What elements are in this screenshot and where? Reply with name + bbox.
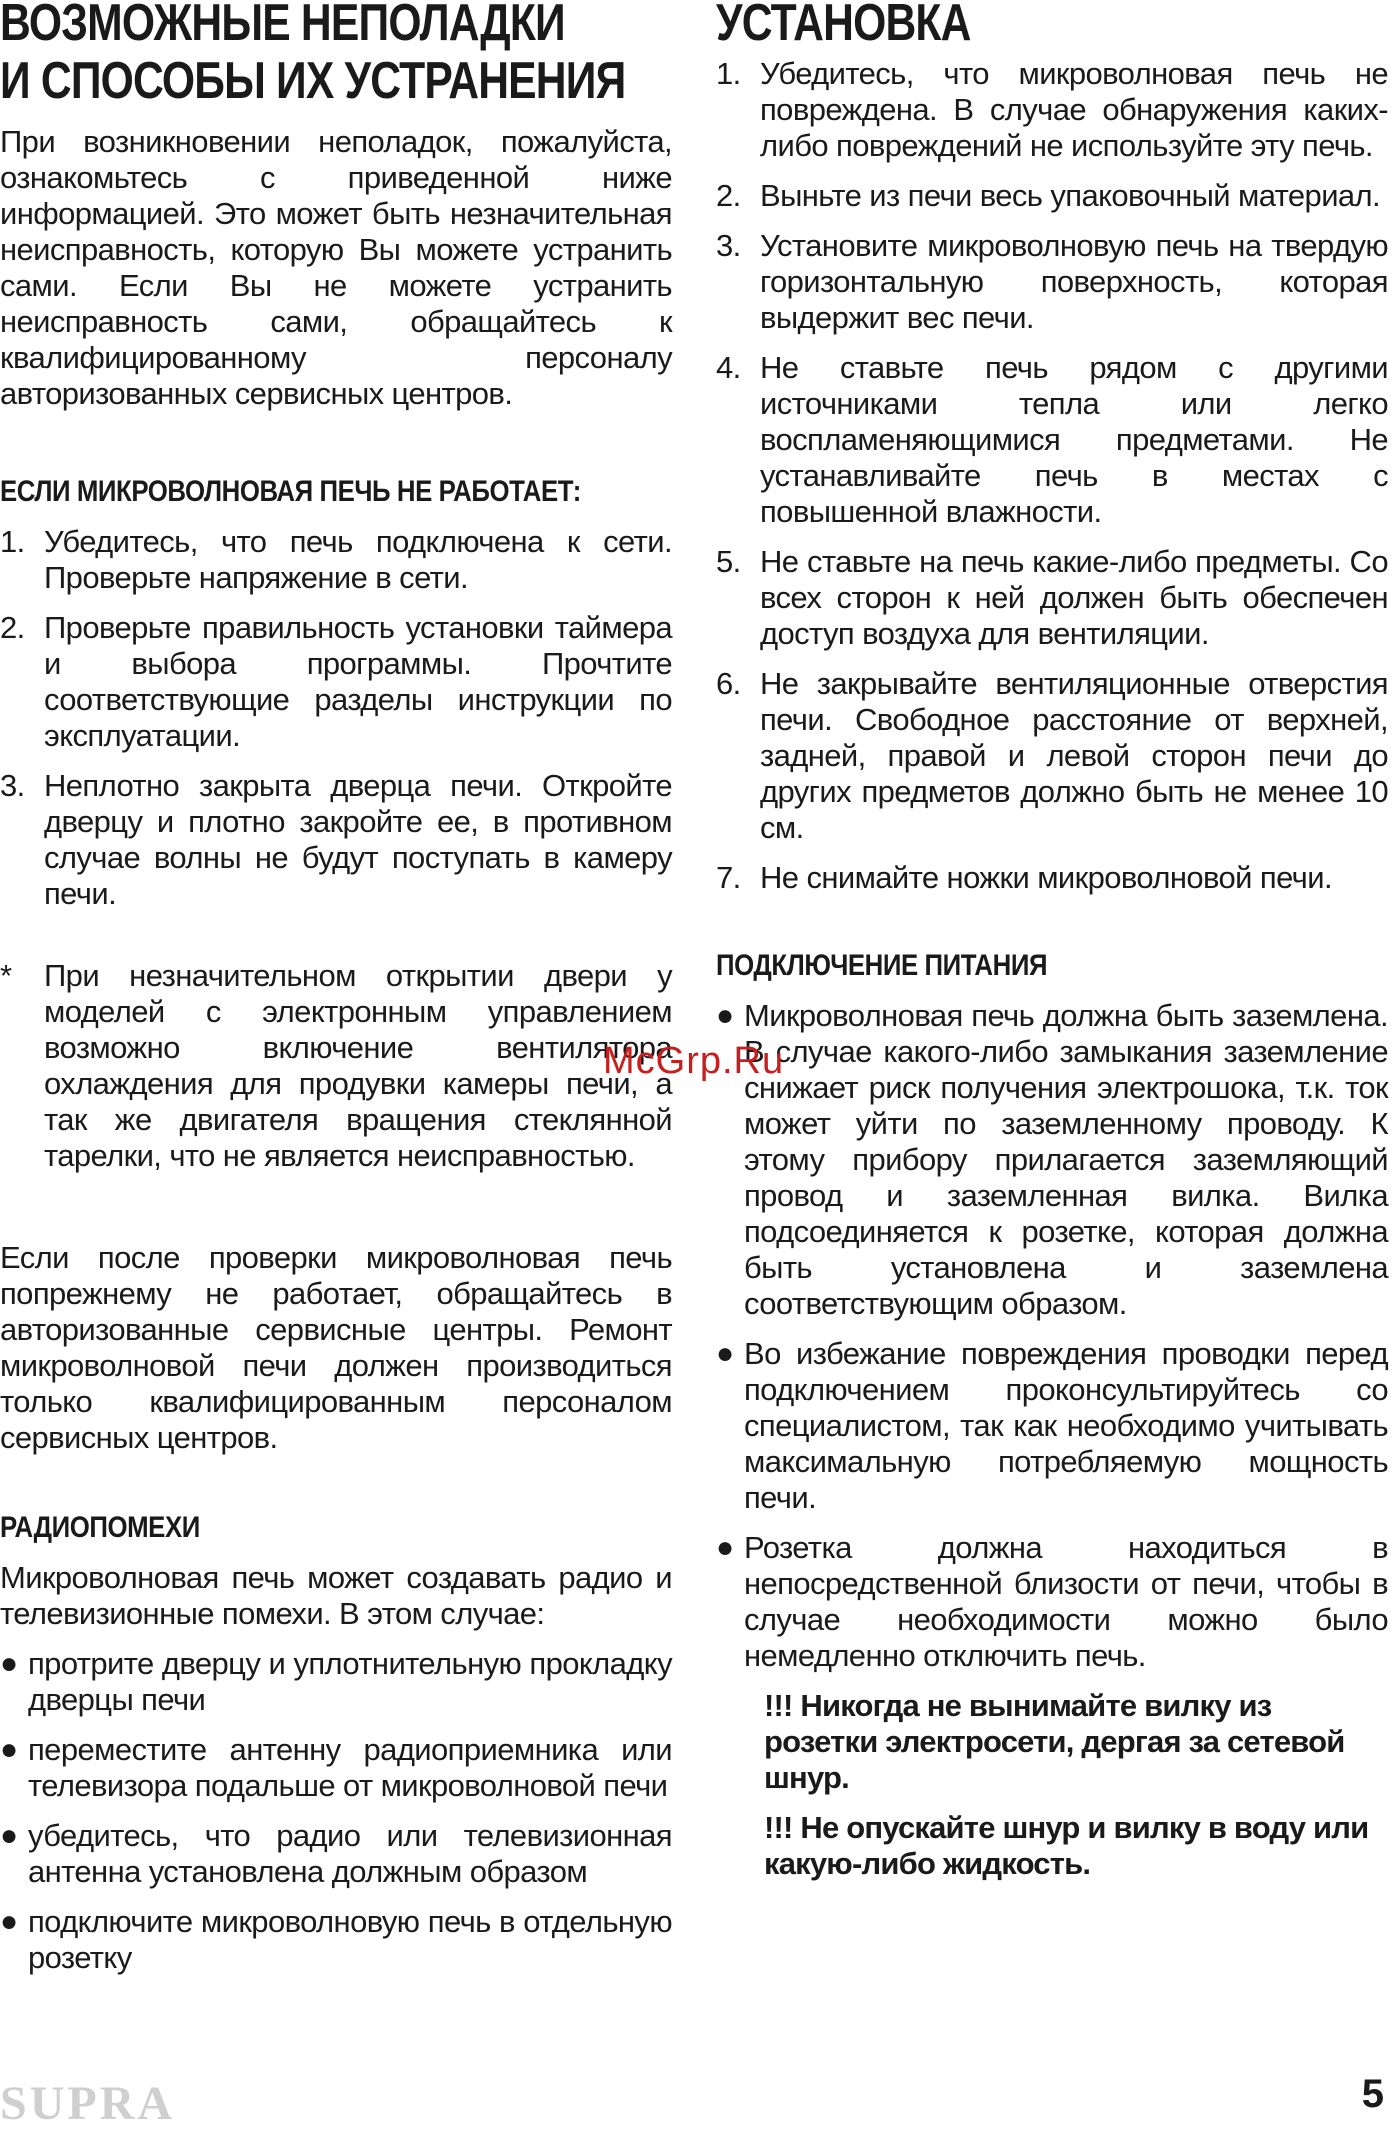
list-item (0, 524, 672, 596)
list-item (716, 56, 1388, 164)
item-text: Во избежание повреждения проводки перед подключением проконсультируйтесь со специалистом, так как необходимо учитывать максимальную потребляемую мощность печи. (744, 1336, 1388, 1515)
footnote-text: При незначительном открытии двери у моделей с электронным управлением возможно включение вентилятора охлаждения для продувки камеры печи, а так же двигателя вращения стеклянной тарелки, что не является неисправностью. (44, 958, 672, 1173)
install-title: УСТАНОВКА (716, 0, 971, 52)
list-item (0, 610, 672, 754)
item-number: 6. (716, 666, 741, 701)
item-number: 5. (716, 544, 741, 579)
item-text: протрите дверцу и уплотнительную прокладку дверцы печи (28, 1646, 672, 1717)
brand-logo: SUPRA (0, 2077, 176, 2130)
list-item (716, 544, 1388, 652)
item-text: Не ставьте на печь какие-либо предметы. Со всех сторон к ней должен быть обеспечен доступ воздуха для вентиляции. (760, 544, 1388, 651)
power-list (716, 998, 1388, 1674)
list-item (716, 860, 1388, 896)
item-text: Убедитесь, что микроволновая печь не повреждена. В случае обнаружения каких-либо повреждений не используйте эту печь. (760, 56, 1388, 163)
radio-list (0, 1646, 672, 1976)
left-column (0, 0, 672, 1976)
item-text: Микроволновая печь должна быть заземлена. В случае какого-либо замыкания заземление снижает риск получения электрошока, т.к. ток может уйти по заземленному проводу. К этому прибору прилагается заземляющий провод и заземленная вилка. Вилка подсоединяется к розетке, которая должна быть установлена и заземлена соответствующим образом. (744, 998, 1388, 1321)
footnote (0, 958, 672, 1174)
bullet-icon: ● (716, 1337, 734, 1370)
list-item (0, 1646, 672, 1718)
item-number: 2. (0, 610, 25, 645)
warning-water: !!! Не опускайте шнур и вилку в воду или какую-либо жидкость. (764, 1810, 1369, 1881)
power-title: ПОДКЛЮЧЕНИЕ ПИТАНИЯ (716, 949, 1048, 982)
list-item (716, 666, 1388, 846)
item-text: убедитесь, что радио или телевизионная антенна установлена должным образом (28, 1818, 672, 1889)
section-not-working-title: ЕСЛИ МИКРОВОЛНОВАЯ ПЕЧЬ НЕ РАБОТАЕТ: (0, 475, 581, 508)
bullet-icon: ● (0, 1733, 18, 1766)
item-number: 2. (716, 178, 741, 213)
item-number: 7. (716, 860, 741, 895)
page-title (0, 0, 672, 110)
item-text: Установите микроволновую печь на твердую горизонтальную поверхность, которая выдержит вес печи. (760, 228, 1388, 335)
item-text: Выньте из печи весь упаковочный материал. (760, 178, 1381, 213)
not-working-list (0, 524, 672, 912)
watermark: McGrp.Ru (603, 1040, 785, 1082)
section-radio-title: РАДИОПОМЕХИ (0, 1511, 200, 1544)
bullet-icon: ● (716, 999, 734, 1032)
item-text: Не закрывайте вентиляционные отверстия печи. Свободное расстояние от верхней, задней, правой и левой сторон печи до других предметов должно быть не менее 10 см. (760, 666, 1388, 845)
bullet-icon: ● (0, 1647, 18, 1680)
item-text: Не снимайте ножки микроволновой печи. (760, 860, 1332, 895)
list-item (716, 178, 1388, 214)
item-text: Убедитесь, что печь подключена к сети. Проверьте напряжение в сети. (44, 524, 672, 595)
item-text: подключите микроволновую печь в отдельную розетку (28, 1904, 672, 1975)
item-text: Не ставьте печь рядом с другими источниками тепла или легко воспламеняющимися предметами. Не устанавливайте печь в местах с повышенной влажности. (760, 350, 1388, 529)
footnote-item (0, 958, 672, 1174)
page-number: 5 (1361, 2072, 1384, 2116)
list-item (716, 228, 1388, 336)
item-text: переместите антенну радиоприемника или телевизора подальше от микроволновой печи (28, 1732, 672, 1803)
list-item (0, 1904, 672, 1976)
list-item (0, 1818, 672, 1890)
page-title-line1: ВОЗМОЖНЫЕ НЕПОЛАДКИ (0, 0, 565, 52)
item-number: 3. (716, 228, 741, 263)
install-list (716, 56, 1388, 896)
list-item (0, 1732, 672, 1804)
list-item (716, 1336, 1388, 1516)
item-text: Неплотно закрыта дверца печи. Откройте дверцу и плотно закройте ее, в противном случае волны не будут поступать в камеру печи. (44, 768, 672, 911)
bullet-icon: ● (0, 1819, 18, 1852)
item-number: 4. (716, 350, 741, 385)
item-number: 3. (0, 768, 25, 803)
right-column (716, 0, 1388, 1882)
list-item (0, 768, 672, 912)
radio-intro: Микроволновая печь может создавать радио и телевизионные помехи. В этом случае: (0, 1560, 672, 1631)
item-number: 1. (0, 524, 25, 559)
after-check-paragraph: Если после проверки микроволновая печь попрежнему не работает, обращайтесь в авторизованные сервисные центры. Ремонт микроволновой печи должен производиться только квалифицированным персоналом сервисных центров. (0, 1240, 672, 1455)
item-text: Проверьте правильность установки таймера и выбора программы. Прочтите соответствующие разделы инструкции по эксплуатации. (44, 610, 672, 753)
page-title-line2: И СПОСОБЫ ИХ УСТРАНЕНИЯ (0, 52, 626, 110)
list-item (716, 998, 1388, 1322)
bullet-icon: ● (0, 1905, 18, 1938)
list-item (716, 1530, 1388, 1674)
footnote-mark: * (0, 958, 12, 993)
item-text: Розетка должна находиться в непосредственной близости от печи, чтобы в случае необходимости можно было немедленно отключить печь. (744, 1530, 1388, 1673)
item-number: 1. (716, 56, 741, 91)
intro-paragraph: При возникновении неполадок, пожалуйста, ознакомьтесь с приведенной ниже информацией. Это может быть незначительная неисправность, которую Вы можете устранить сами. Если Вы не можете устранить неисправность сами, обращайтесь к квалифицированному персоналу авторизованных сервисных центров. (0, 124, 672, 411)
warning-cord: !!! Никогда не вынимайте вилку из розетки электросети, дергая за сетевой шнур. (764, 1688, 1345, 1795)
list-item (716, 350, 1388, 530)
bullet-icon: ● (716, 1531, 734, 1564)
